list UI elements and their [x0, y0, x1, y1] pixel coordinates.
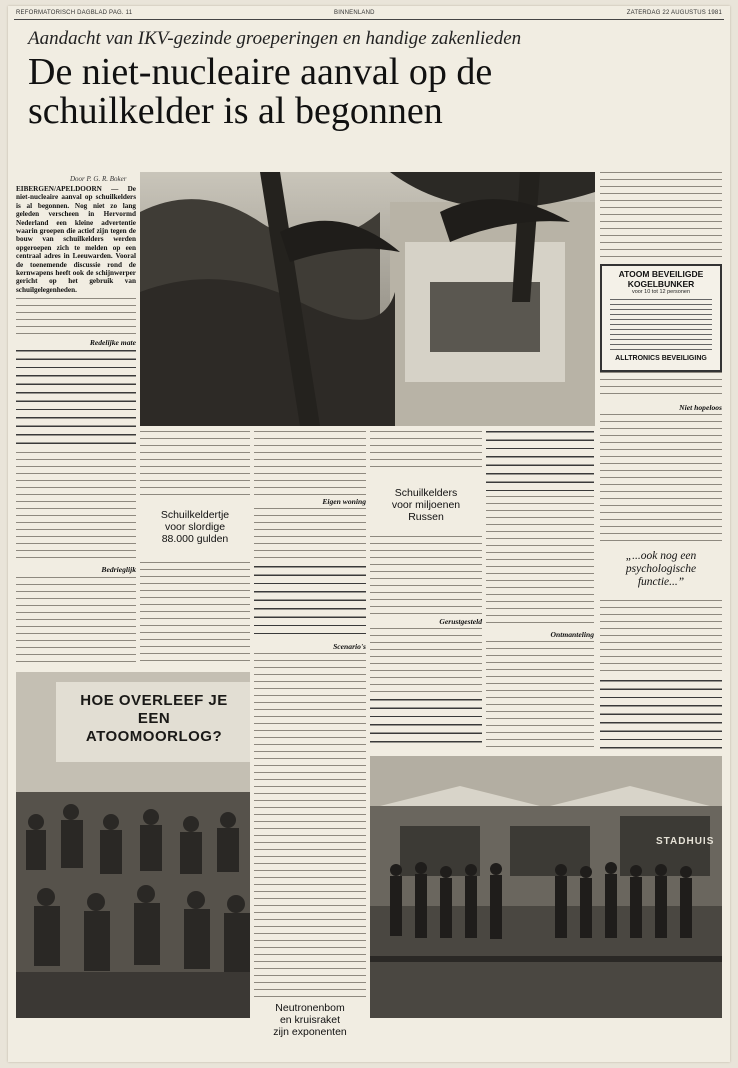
- banner-line: ATOOMOORLOG?: [85, 728, 223, 745]
- body-text-block: [140, 431, 250, 501]
- pullquote-psychologische: [600, 550, 722, 589]
- subhead-niet-hopeloos: Niet hopeloos: [679, 403, 722, 412]
- pullquote-line: Russen: [408, 511, 444, 523]
- ad-title-line-1: ATOOM BEVEILIGDE: [618, 269, 704, 279]
- ad-title-line-2: KOGELBUNKER: [627, 279, 695, 289]
- subhead-eigen-woning: Eigen woning: [322, 497, 366, 506]
- header-left: REFORMATORISCH DAGBLAD PAG. 11: [16, 10, 133, 16]
- pullquote-88000: [140, 509, 250, 545]
- stadhuis-sign: STADHUIS: [656, 836, 715, 847]
- body-text-block: [254, 508, 366, 562]
- pullquote-line: en kruisraket: [279, 1014, 341, 1026]
- body-text-block: [600, 172, 722, 260]
- pullquote-line: Neutronenbom: [275, 1002, 345, 1014]
- subhead-scenarios: Scenario's: [333, 642, 366, 651]
- ad-subtitle: voor 10 tot 12 personen: [631, 289, 691, 295]
- pullquote-neutronenbom: [254, 1002, 366, 1038]
- header-date: ZATERDAG 22 AUGUSTUS 1981: [626, 10, 722, 16]
- body-text-block: [600, 414, 722, 542]
- bold-text-block: [254, 566, 366, 634]
- headline-line-2: schuilkelder is al begonnen: [28, 90, 443, 132]
- ad-feature-list: [610, 299, 712, 351]
- pullquote-line: Schuilkelders: [394, 487, 458, 499]
- stadhuis-photo: [370, 756, 722, 1018]
- body-text-block: [600, 372, 722, 400]
- pullquote-russen: [370, 487, 482, 523]
- pullquote-line: voor miljoenen: [391, 499, 461, 511]
- bold-text-block: [486, 431, 594, 491]
- body-text-block: [370, 628, 482, 696]
- body-text-block: [370, 536, 482, 614]
- subhead-gerustgesteld: Gerustgesteld: [439, 617, 482, 626]
- body-text-block: [486, 496, 594, 624]
- body-text-block: [254, 653, 366, 998]
- article-kicker: Aandacht van IKV-gezinde groeperingen en handige zakenlieden: [28, 28, 522, 49]
- body-text-block: [486, 641, 594, 749]
- subhead-redelijke-mate: Redelijke mate: [89, 338, 136, 347]
- byline: Door P. G. R. Boker: [70, 175, 127, 183]
- ad-company: ALLTRONICS BEVEILIGING: [615, 355, 707, 362]
- banner-text: [62, 692, 246, 746]
- pullquote-line: 88.000 gulden: [161, 533, 229, 545]
- header-rule: [14, 19, 724, 20]
- body-text-block: [254, 431, 366, 495]
- body-text-block: [370, 431, 482, 471]
- headline-line-1: De niet-nucleaire aanval op de: [28, 51, 493, 93]
- header-section: BINNENLAND: [334, 10, 375, 16]
- body-text-block: [600, 600, 722, 676]
- pullquote-line: psychologische: [625, 563, 697, 575]
- bold-text-block: [16, 350, 136, 448]
- tree-bunker-photo: [140, 172, 595, 426]
- pullquote-line: „...ook nog een: [625, 550, 697, 562]
- subhead-ontmanteling: Ontmanteling: [550, 630, 594, 639]
- body-text-block: [16, 298, 136, 336]
- subhead-bedrieglijk: Bedrieglijk: [101, 565, 136, 574]
- newspaper-page: [8, 6, 730, 1062]
- banner-line: HOE OVERLEEF JE EEN: [80, 692, 228, 727]
- pullquote-line: zijn exponenten: [273, 1026, 347, 1038]
- bunker-advertisement: [600, 264, 722, 372]
- body-text-block: [140, 562, 250, 666]
- pullquote-line: functie...”: [637, 576, 685, 588]
- lead-paragraph: EIBERGEN/APELDOORN — De niet-nucleaire aanval op schuilkelders is al begonnen. Nog niet zo lang geleden verscheen in Hervormd Nederland een kleine advertentie waarin groepen die actief zijn tegen de bouw van schuilkelders werden opgeroepen zich te melden op een centraal adres in Leeuwarden. Vooral de toenemende discussie rond de kernwapens heeft ook de schijnwerper gericht op het gebruik van schuilgelegenheden.: [16, 185, 136, 294]
- bold-text-block: [600, 680, 722, 750]
- pullquote-line: voor slordige: [164, 521, 226, 533]
- pullquote-line: Schuilkeldertje: [160, 509, 230, 521]
- body-text-block: [16, 577, 136, 667]
- bold-text-block: [370, 699, 482, 749]
- protest-photo: [16, 672, 250, 1018]
- body-text-block: [16, 452, 136, 562]
